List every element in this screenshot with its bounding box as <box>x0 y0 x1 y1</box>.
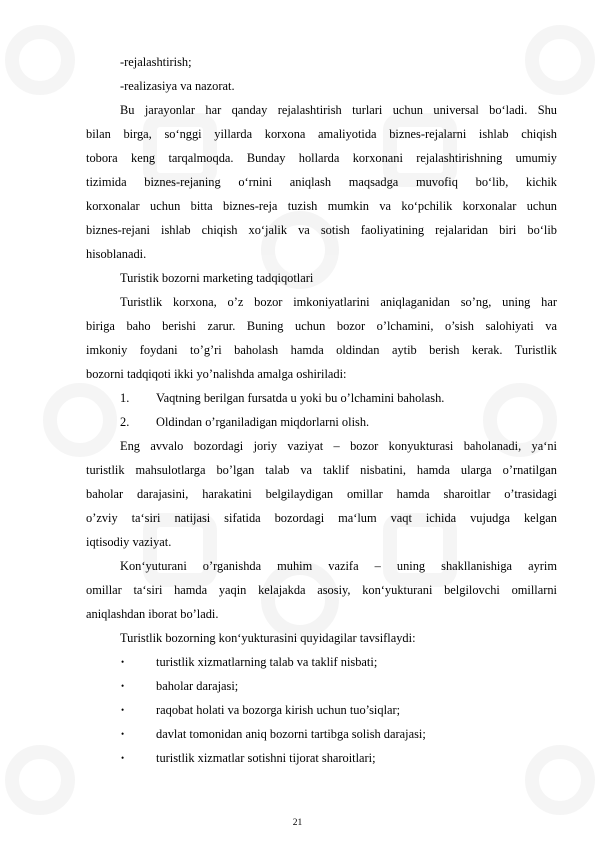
paragraph-line: bilan birga, so‘nggi yillarda korxona amaliyotida biznes-rejalarni ishlab chiqish <box>86 127 557 141</box>
paragraph-line: baholar darajasini, harakatini belgilaydigan omillar hamda sharoitlar o’trasidagi <box>86 487 557 501</box>
paragraph-line: omillar ta‘siri hamda yaqin kelajakda asosiy, kon‘yukturani belgilovchi omillarni <box>86 583 557 597</box>
item-text: Oldindan o’rganiladigan miqdorlarni olish. <box>156 415 370 429</box>
bullet-item <box>86 698 557 722</box>
document-body <box>86 50 557 770</box>
paragraph-line: imkoniy foydani to’g’ri baholash hamda oldindan aytib berish kerak. Turistlik <box>86 343 557 357</box>
bullet-icon: • <box>121 729 125 739</box>
bullet-text: turistlik xizmatlar sotishni tijorat sharoitlari; <box>156 751 376 765</box>
paragraph-line: biriga baho berishi zarur. Buning uchun bozor o’lchamini, o’sish salohiyati va <box>86 319 557 333</box>
bullet-text: davlat tomonidan aniq bozorni tartibga solish darajasi; <box>156 727 426 741</box>
paragraph-line: Eng avvalo bozordagi joriy vaziyat – bozor konyukturasi baholanadi, ya‘ni <box>120 439 557 453</box>
paragraph-line: tizimida biznes-rejaning o‘rnini aniqlash maqsadga muvofiq bo‘lib, kichik <box>86 175 557 189</box>
bullet-text: baholar darajasi; <box>156 679 239 693</box>
paragraph-line: bozorni tadqiqoti ikki yo’nalishda amalga oshiriladi: <box>86 367 347 381</box>
item-number: 2. <box>120 415 130 429</box>
bullet-item <box>86 746 557 770</box>
paragraph-line: Kon‘yuturani o’rganishda muhim vazifa – uning shakllanishiga ayrim <box>120 559 557 573</box>
section-heading: Turistik bozorni marketing tadqiqotlari <box>120 271 314 285</box>
bullet-text: raqobat holati va bozorga kirish uchun tuo’siqlar; <box>156 703 401 717</box>
bullet-text: turistlik xizmatlarning talab va taklif nisbati; <box>156 655 378 669</box>
bullet-icon: • <box>121 657 125 667</box>
bullet-icon: • <box>121 753 125 763</box>
list-dash-item: -rejalashtirish; <box>120 55 192 69</box>
list-dash-item: -realizasiya va nazorat. <box>120 79 235 93</box>
paragraph-line: aniqlashdan iborat bo’ladi. <box>86 607 219 621</box>
bullet-item <box>86 650 557 674</box>
bullet-icon: • <box>121 681 125 691</box>
numbered-item <box>86 410 557 434</box>
paragraph-line: turistlik mahsulotlarga bo’lgan talab va taklif nisbatini, hamda ularga o’rnatilgan <box>86 463 557 477</box>
paragraph-line: o’zviy ta‘siri natijasi sifatida bozordagi ma‘lum vaqt ichida vujudga kelgan <box>86 511 557 525</box>
bullet-item <box>86 722 557 746</box>
item-number: 1. <box>120 391 130 405</box>
paragraph-line: Turistlik bozorning kon‘yukturasini quyidagilar tavsiflaydi: <box>120 631 416 645</box>
paragraph-line: Turistlik korxona, o’z bozor imkoniyatlarini aniqlaganidan so’ng, uning har <box>120 295 557 309</box>
paragraph-line: tobora keng tarqalmoqda. Bunday hollarda korxonani rejalashtirishning umumiy <box>86 151 557 165</box>
paragraph-line: iqtisodiy vaziyat. <box>86 535 172 549</box>
bullet-icon: • <box>121 705 125 715</box>
bullet-item <box>86 674 557 698</box>
paragraph-line: hisoblanadi. <box>86 247 147 261</box>
paragraph-line: Bu jarayonlar har qanday rejalashtirish turlari uchun universal bo‘ladi. Shu <box>120 103 557 117</box>
paragraph-line: korxonalar uchun bitta biznes-reja tuzish mumkin va ko‘pchilik korxonalar uchun <box>86 199 557 213</box>
paragraph-line: biznes-rejani ishlab chiqish xo‘jalik va sotish faoliyatining rejalaridan biri bo‘lib <box>86 223 557 237</box>
page-number: 21 <box>292 818 303 828</box>
numbered-item <box>86 386 557 410</box>
item-text: Vaqtning berilgan fursatda u yoki bu o’lchamini baholash. <box>156 391 445 405</box>
